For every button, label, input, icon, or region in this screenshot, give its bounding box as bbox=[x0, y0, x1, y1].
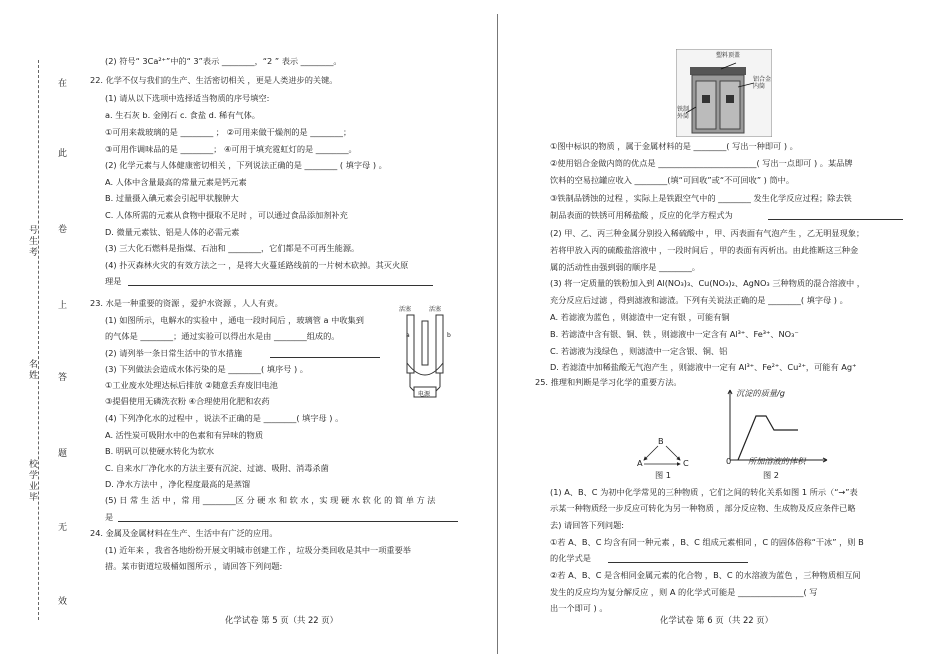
question-line: ①图中标识的物质 ，属于金属材料的是 ________( 写出一种即可 ) 。 bbox=[550, 141, 798, 151]
option-line: D. 若滤渣中加稀盐酸无气泡产生 ，则滤液中一定有 Al³⁺、Fe²⁺、Cu²⁺，可能有 Ag⁺ bbox=[550, 362, 857, 372]
question-22-title: 22. 化学不仅与我们的生产、生活密切相关 ，更是人类进步的关键。 bbox=[90, 75, 338, 85]
option-line: D. 微量元素钛、铝是人体的必需元素 bbox=[105, 227, 240, 237]
question-line: 制品表面的铁锈可用稀盐酸 ，反应的化学方程式为 bbox=[550, 210, 733, 220]
option-line: B. 明矾可以使硬水转化为软水 bbox=[105, 446, 215, 456]
question-line: 理是 bbox=[105, 276, 122, 286]
question-24-title: 24. 金属及金属材料在生产、生活中有广泛的应用。 bbox=[90, 528, 278, 538]
question-line: ②使用铝合金做内筒的优点是 ________________________( 写出一点即可 ) 。某品牌 bbox=[550, 158, 853, 168]
option-line: A. 活性炭可吸附水中的色素和有异味的物质 bbox=[105, 430, 264, 440]
question-line: 出一个即可 ) 。 bbox=[550, 603, 608, 613]
question-line: 发生的反应均为复分解反应 ，则 A 的化学式可能是 ________________( 写 bbox=[550, 587, 818, 597]
figure-label: 铁制 外筒 bbox=[677, 106, 690, 120]
question-line: (1) 近年来 ，我省各地纷纷开展文明城市创建工作 ，垃圾分类回收是其中一项重要举 bbox=[105, 545, 411, 555]
option-line: D. 净水方法中 ，净化程度最高的是蒸馏 bbox=[105, 479, 251, 489]
question-line: (3) 将一定质量的铁粉加入到 Al(NO₃)₃、Cu(NO₃)₂、AgNO₃ 三种物质的混合溶液中 ， bbox=[550, 278, 865, 288]
binding-word: 无 bbox=[58, 523, 68, 533]
figure-label: 塑料顶盖 bbox=[716, 52, 741, 59]
figure-label: a bbox=[406, 332, 410, 339]
figure-2-caption: 图 2 bbox=[763, 470, 779, 480]
figure-label: b bbox=[447, 332, 451, 339]
question-line: (3) 三大化石燃料是指煤、石油和 ________，它们都是不可再生能源。 bbox=[105, 243, 360, 253]
binding-dashed-line bbox=[38, 60, 39, 620]
option-line: C. 自来水厂净化水的方法主要有沉淀、过滤、吸附、消毒杀菌 bbox=[105, 463, 329, 473]
answer-blank bbox=[128, 285, 433, 286]
question-23-title: 23. 水是一种重要的资源 ，爱护水资源 ，人人有责。 bbox=[90, 298, 283, 308]
figure-label: 活塞 bbox=[429, 306, 442, 313]
figure-label: 活塞 bbox=[399, 306, 412, 313]
trash-bin-figure bbox=[676, 49, 772, 137]
answer-blank bbox=[270, 357, 380, 358]
page-footer-right: 化学试卷 第 6 页（共 22 页） bbox=[660, 615, 774, 625]
question-line: (2) 甲、乙、丙三种金属分别投入稀硫酸中 ，甲、丙表面有气泡产生 ，乙无明显现象； bbox=[550, 228, 865, 238]
question-line: a. 生石灰 b. 金刚石 c. 食盐 d. 稀有气体。 bbox=[105, 110, 260, 120]
question-line: 的气体是 ________；通过实验可以得出水是由 ________组成的。 bbox=[105, 331, 340, 341]
question-line: 的化学式是 bbox=[550, 553, 591, 563]
question-line: (4) 扑灭森林火灾的有效方法之一 ，是将大火蔓延路线前的一片树木砍掉。其灭火原 bbox=[105, 260, 409, 270]
option-line: A. 若滤液为蓝色 ，则滤渣中一定有银 ，可能有铜 bbox=[550, 312, 730, 322]
question-line: ①可用来裁玻璃的是 ________ ； ②可用来做干燥剂的是 ________； bbox=[105, 127, 352, 137]
option-line: C. 若滤液为浅绿色 ，则滤渣中一定含银、铜、铝 bbox=[550, 346, 728, 356]
diagram-node-c: C bbox=[683, 458, 689, 468]
answer-blank bbox=[118, 521, 458, 522]
question-line: 是 bbox=[105, 512, 114, 522]
question-line: ②若 A、B、C 是含相同金属元素的化合物 ，B、C 的水溶液为蓝色 ，三种物质相互间 bbox=[550, 570, 861, 580]
y-axis-label: 沉淀的质量/g bbox=[736, 388, 785, 398]
answer-blank bbox=[608, 562, 748, 563]
x-axis-label: 所加溶液的体积 bbox=[748, 456, 806, 466]
question-line: (1) 请从以下选项中选择适当物质的序号填空: bbox=[105, 93, 270, 103]
question-line: 措。某市街道垃圾桶如图所示 ，请回答下列问题: bbox=[105, 561, 283, 571]
binding-word: 在 bbox=[58, 79, 68, 89]
question-line: (2) 化学元素与人体健康密切相关 ，下列说法正确的是 ________ ( 填字母 ) 。 bbox=[105, 160, 387, 170]
binding-word: 效 bbox=[58, 597, 68, 607]
question-line: (1) A、B、C 为初中化学常见的三种物质 ，它们之间的转化关系如图 1 所示（“→”表 bbox=[550, 487, 858, 497]
page-footer-left: 化学试卷 第 5 页（共 22 页） bbox=[225, 615, 339, 625]
binding-word: 题 bbox=[58, 449, 68, 459]
question-line: (2) 请列举一条日常生活中的节水措施 bbox=[105, 348, 243, 358]
figure-label: 电源 bbox=[418, 391, 431, 398]
binding-word: 答 bbox=[58, 373, 68, 383]
question-line: (3) 下列做法会造成水体污染的是 ________( 填序号 ) 。 bbox=[105, 364, 308, 374]
question-line: ③铁制品锈蚀的过程 ，实际上是铁跟空气中的 ________ 发生化学反应过程；除去铁 bbox=[550, 193, 852, 203]
question-line: ③可用作调味品的是 ________； ④可用于填充霓虹灯的是 ________。 bbox=[105, 144, 357, 154]
question-line: (1) 如图所示，电解水的实验中 ，通电一段时间后 ，玻璃管 a 中收集到 bbox=[105, 315, 364, 325]
electrolysis-apparatus-figure bbox=[394, 303, 456, 403]
option-line: B. 过量摄入碘元素会引起甲状腺肿大 bbox=[105, 193, 239, 203]
option-line: ③提倡使用无磷洗衣粉 ④合理使用化肥和农药 bbox=[105, 396, 270, 406]
answer-blank bbox=[768, 219, 903, 220]
question-line: (5) 日 常 生 活 中 ，常 用 ________区 分 硬 水 和 软 水 ，实 现 硬 水 软 化 的 简 单 方 法 bbox=[105, 495, 436, 505]
question-line: 充分反应后过滤 ，得到滤液和滤渣。下列有关说法正确的是 ________( 填字母 ) 。 bbox=[550, 295, 848, 305]
option-line: C. 人体所需的元素从食物中摄取不足时 ，可以通过食品添加剂补充 bbox=[105, 210, 348, 220]
binding-word: 此 bbox=[58, 149, 68, 159]
page-divider bbox=[497, 14, 498, 654]
binding-word: 上 bbox=[58, 301, 68, 311]
diagram-node-a: A bbox=[637, 458, 643, 468]
question-line: (4) 下列净化水的过程中 ，说法不正确的是 ________( 填字母 ) 。 bbox=[105, 413, 344, 423]
school-field: 校学业毕 bbox=[29, 460, 39, 503]
question-line: (2) 符号“ 3Ca²⁺”中的“ 3”表示 ________，“2 ” 表示 ________。 bbox=[105, 56, 342, 66]
question-line: 若将甲放入丙的硫酸盐溶液中 ，一段时间后 ，甲的表面有丙析出。由此推断这三种金 bbox=[550, 245, 859, 255]
origin-label: 0 bbox=[726, 456, 732, 466]
question-line: 示某一种物质经一步反应可转化为另一种物质 ，部分反应物、生成物及反应条件已略 bbox=[550, 503, 856, 513]
question-line: 属的活动性由强到弱的顺序是 ________。 bbox=[550, 262, 700, 272]
option-line: ①工业废水处理达标后排放 ②随意丢弃废旧电池 bbox=[105, 380, 278, 390]
figure-label: 铝合金 内筒 bbox=[753, 76, 772, 90]
binding-word: 卷 bbox=[58, 225, 68, 235]
exam-number-field: 号生考 bbox=[29, 226, 39, 258]
question-line: ①若 A、B、C 均含有同一种元素 ，B、C 组成元素相同 ，C 的固体俗称“干冰” ，则 B bbox=[550, 537, 864, 547]
diagram-node-b: B bbox=[658, 436, 664, 446]
name-field: 名姓 bbox=[29, 360, 39, 381]
option-line: A. 人体中含量最高的常量元素是钙元素 bbox=[105, 177, 247, 187]
question-25-title: 25. 推理和判断是学习化学的重要方法。 bbox=[535, 377, 682, 387]
option-line: B. 若滤渣中含有银、铜、铁 ，则滤液中一定含有 Al³⁺、Fe³⁺、NO₃⁻ bbox=[550, 329, 799, 339]
figure-1-caption: 图 1 bbox=[655, 470, 671, 480]
question-line: 去) 请回答下列问题: bbox=[550, 520, 625, 530]
question-line: 饮料的空易拉罐应收入 ________(填“可回收”或“不可回收” ) 筒中。 bbox=[550, 175, 795, 185]
